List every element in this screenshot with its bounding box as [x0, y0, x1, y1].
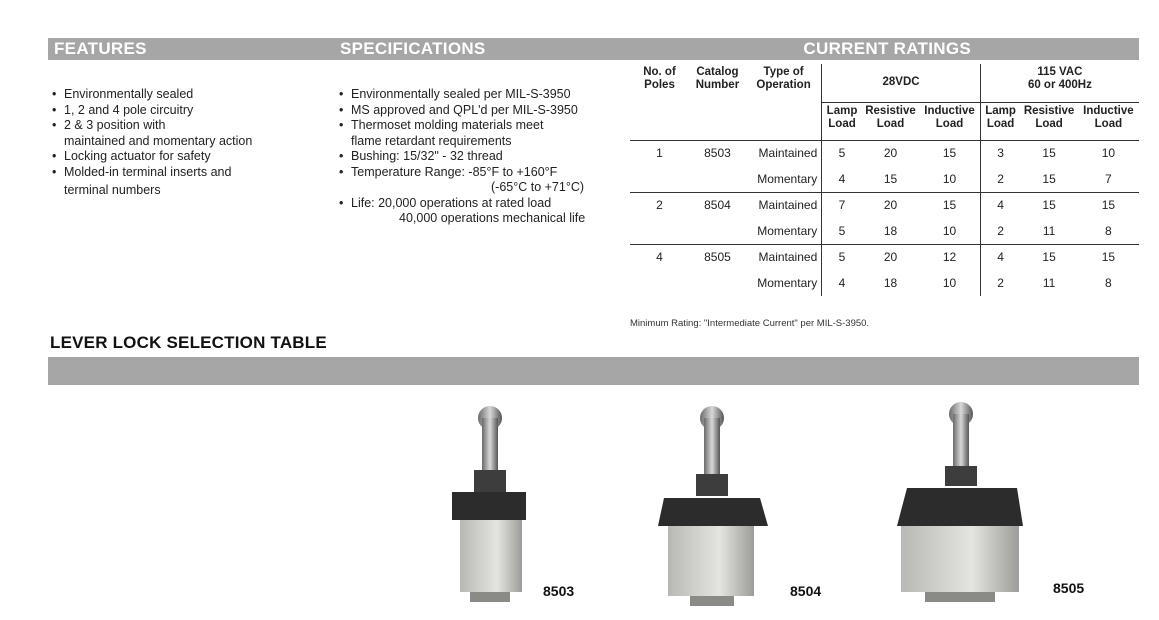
spec-line: 40,000 operations mechanical life [399, 211, 586, 225]
ratings-cell-catalog [689, 270, 746, 296]
ratings-cell-type: Maintained [746, 244, 822, 270]
ratings-cell-dc-lamp: 4 [822, 166, 862, 192]
ratings-cell-dc-ind: 15 [919, 192, 980, 218]
ratings-row [630, 192, 1139, 218]
ratings-cell-ac-ind: 8 [1105, 276, 1112, 290]
spec-line: Thermoset molding materials meet [351, 118, 544, 132]
ratings-cell-type: Maintained [746, 192, 822, 218]
current-ratings-table [630, 64, 1139, 296]
ratings-cell-dc-ind: 10 [919, 218, 980, 244]
ratings-row [630, 244, 1139, 270]
ratings-cell-ac-lamp: 2 [980, 166, 1020, 192]
ratings-cell-ac-lamp: 2 [997, 276, 1004, 290]
switch-8505-image [885, 398, 1025, 608]
features-list [50, 87, 330, 201]
ratings-cell-dc-res: 18 [862, 218, 919, 244]
spec-line: Temperature Range: -85°F to +160°F [351, 164, 558, 179]
feature-item [50, 118, 330, 149]
spec-line: flame retardant requirements [351, 133, 512, 148]
specifications-header: SPECIFICATIONS [334, 38, 630, 60]
feature-line: 2 & 3 position with [64, 118, 166, 132]
ratings-cell-dc-res: 20 [883, 146, 898, 161]
ratings-cell-dc-lamp: 7 [838, 198, 846, 213]
part-label-8503: 8503 [543, 583, 575, 599]
ratings-cell-dc-ind: 15 [919, 140, 980, 166]
feature-item: • 1, 2 and 4 pole circuitry [50, 103, 330, 119]
ratings-cell-poles: 1 [656, 146, 663, 161]
ratings-cell-ac-ind: 7 [1078, 166, 1139, 192]
ac-voltage: 115 VAC [1037, 66, 1083, 78]
ratings-cell-poles: 4 [656, 250, 663, 265]
spec-item [337, 165, 627, 196]
switch-8503-image [430, 400, 540, 605]
ratings-cell-ac-res: 11 [1020, 218, 1077, 244]
ratings-cell-ac-ind: 10 [1101, 146, 1116, 161]
ratings-cell-type: Maintained [746, 140, 822, 166]
switch-8504-image [650, 402, 775, 607]
ratings-cell-poles [630, 166, 689, 192]
current-ratings-header: CURRENT RATINGS [630, 38, 1139, 60]
spec-item: • Environmentally sealed per MIL-S-3950 [337, 87, 627, 103]
ratings-cell-dc-lamp: 5 [838, 146, 846, 161]
ac-group-header [980, 64, 1139, 102]
catalog-column-header: Catalog Number [695, 66, 740, 91]
ratings-cell-ac-lamp: 3 [997, 146, 1004, 161]
ratings-cell-dc-lamp: 5 [838, 250, 846, 265]
ratings-cell-ac-ind: 15 [1101, 198, 1116, 213]
ac-lamp-load-header: Lamp Load [980, 102, 1020, 140]
ratings-cell-dc-res: 20 [883, 250, 898, 265]
ac-resistive-load-header: Resistive Load [1020, 102, 1077, 140]
ac-inductive-load-header: Inductive Load [1078, 102, 1139, 140]
feature-line: Molded-in terminal inserts and [64, 164, 232, 179]
ratings-cell-dc-ind: 10 [919, 166, 980, 192]
ratings-cell-dc-res: 15 [862, 166, 919, 192]
dc-group-header: 28VDC [822, 64, 981, 102]
ratings-row [630, 166, 1139, 192]
ratings-cell-catalog: 8505 [704, 250, 731, 265]
feature-item: • Locking actuator for safety [50, 149, 330, 165]
ratings-cell-ac-ind: 15 [1101, 250, 1116, 265]
dc-inductive-load-header: Inductive Load [919, 102, 980, 140]
spec-line: (-65°C to +71°C) [491, 180, 585, 194]
ratings-cell-ac-lamp: 4 [997, 250, 1004, 265]
part-label-8505: 8505 [1053, 580, 1085, 596]
ratings-cell-poles: 2 [656, 198, 663, 213]
spec-item [337, 196, 627, 227]
ratings-cell-catalog [689, 166, 746, 192]
dc-lamp-load-header: Lamp Load [822, 102, 862, 140]
spec-item: • MS approved and QPL'd per MIL-S-3950 [337, 103, 627, 119]
poles-column-header: No. of Poles [643, 66, 676, 91]
ratings-cell-ac-res: 11 [1042, 276, 1056, 290]
ratings-cell-type: Momentary [746, 218, 822, 244]
dc-resistive-load-header: Resistive Load [862, 102, 919, 140]
spec-item [337, 118, 627, 149]
ratings-cell-dc-ind: 12 [919, 244, 980, 270]
ratings-cell-dc-ind: 10 [919, 270, 980, 296]
ratings-cell-poles [630, 218, 689, 244]
ratings-cell-dc-lamp: 4 [838, 276, 846, 290]
feature-line: maintained and momentary action [64, 133, 253, 148]
feature-item: • Environmentally sealed [50, 87, 330, 103]
ratings-body [630, 140, 1139, 296]
ratings-row [630, 140, 1139, 166]
features-header: FEATURES [48, 38, 334, 60]
ac-frequency: 60 or 400Hz [1027, 79, 1092, 91]
part-label-8504: 8504 [790, 583, 822, 599]
ratings-cell-catalog: 8503 [704, 146, 731, 161]
ratings-footnote: Minimum Rating: "Intermediate Current" per MIL-S-3950. [630, 318, 870, 329]
ratings-cell-ac-ind: 8 [1078, 218, 1139, 244]
ratings-cell-poles [630, 270, 689, 296]
ratings-row [630, 270, 1139, 296]
spec-item: • Bushing: 15/32" - 32 thread [337, 149, 627, 165]
ratings-cell-ac-res: 15 [1042, 198, 1056, 213]
ratings-cell-ac-lamp: 4 [997, 198, 1004, 213]
ratings-cell-type: Momentary [746, 166, 822, 192]
ratings-cell-ac-res: 15 [1020, 166, 1077, 192]
ratings-cell-ac-res: 15 [1042, 250, 1056, 265]
lever-lock-title: LEVER LOCK SELECTION TABLE [50, 333, 327, 352]
ratings-cell-ac-res: 15 [1042, 146, 1056, 161]
ratings-cell-dc-res: 18 [883, 276, 898, 290]
spec-line: Life: 20,000 operations at rated load [351, 195, 552, 210]
ratings-cell-catalog [689, 218, 746, 244]
feature-item [50, 165, 330, 202]
type-column-header: Type of Operation [746, 64, 822, 102]
specifications-list [337, 87, 627, 227]
feature-line: terminal numbers [64, 183, 161, 197]
ratings-cell-catalog: 8504 [704, 198, 731, 213]
ratings-cell-dc-lamp: 5 [822, 218, 862, 244]
ratings-cell-type: Momentary [746, 270, 822, 296]
ratings-cell-dc-res: 20 [883, 198, 898, 213]
lever-lock-band [48, 357, 1139, 385]
ratings-row [630, 218, 1139, 244]
ratings-cell-ac-lamp: 2 [980, 218, 1020, 244]
